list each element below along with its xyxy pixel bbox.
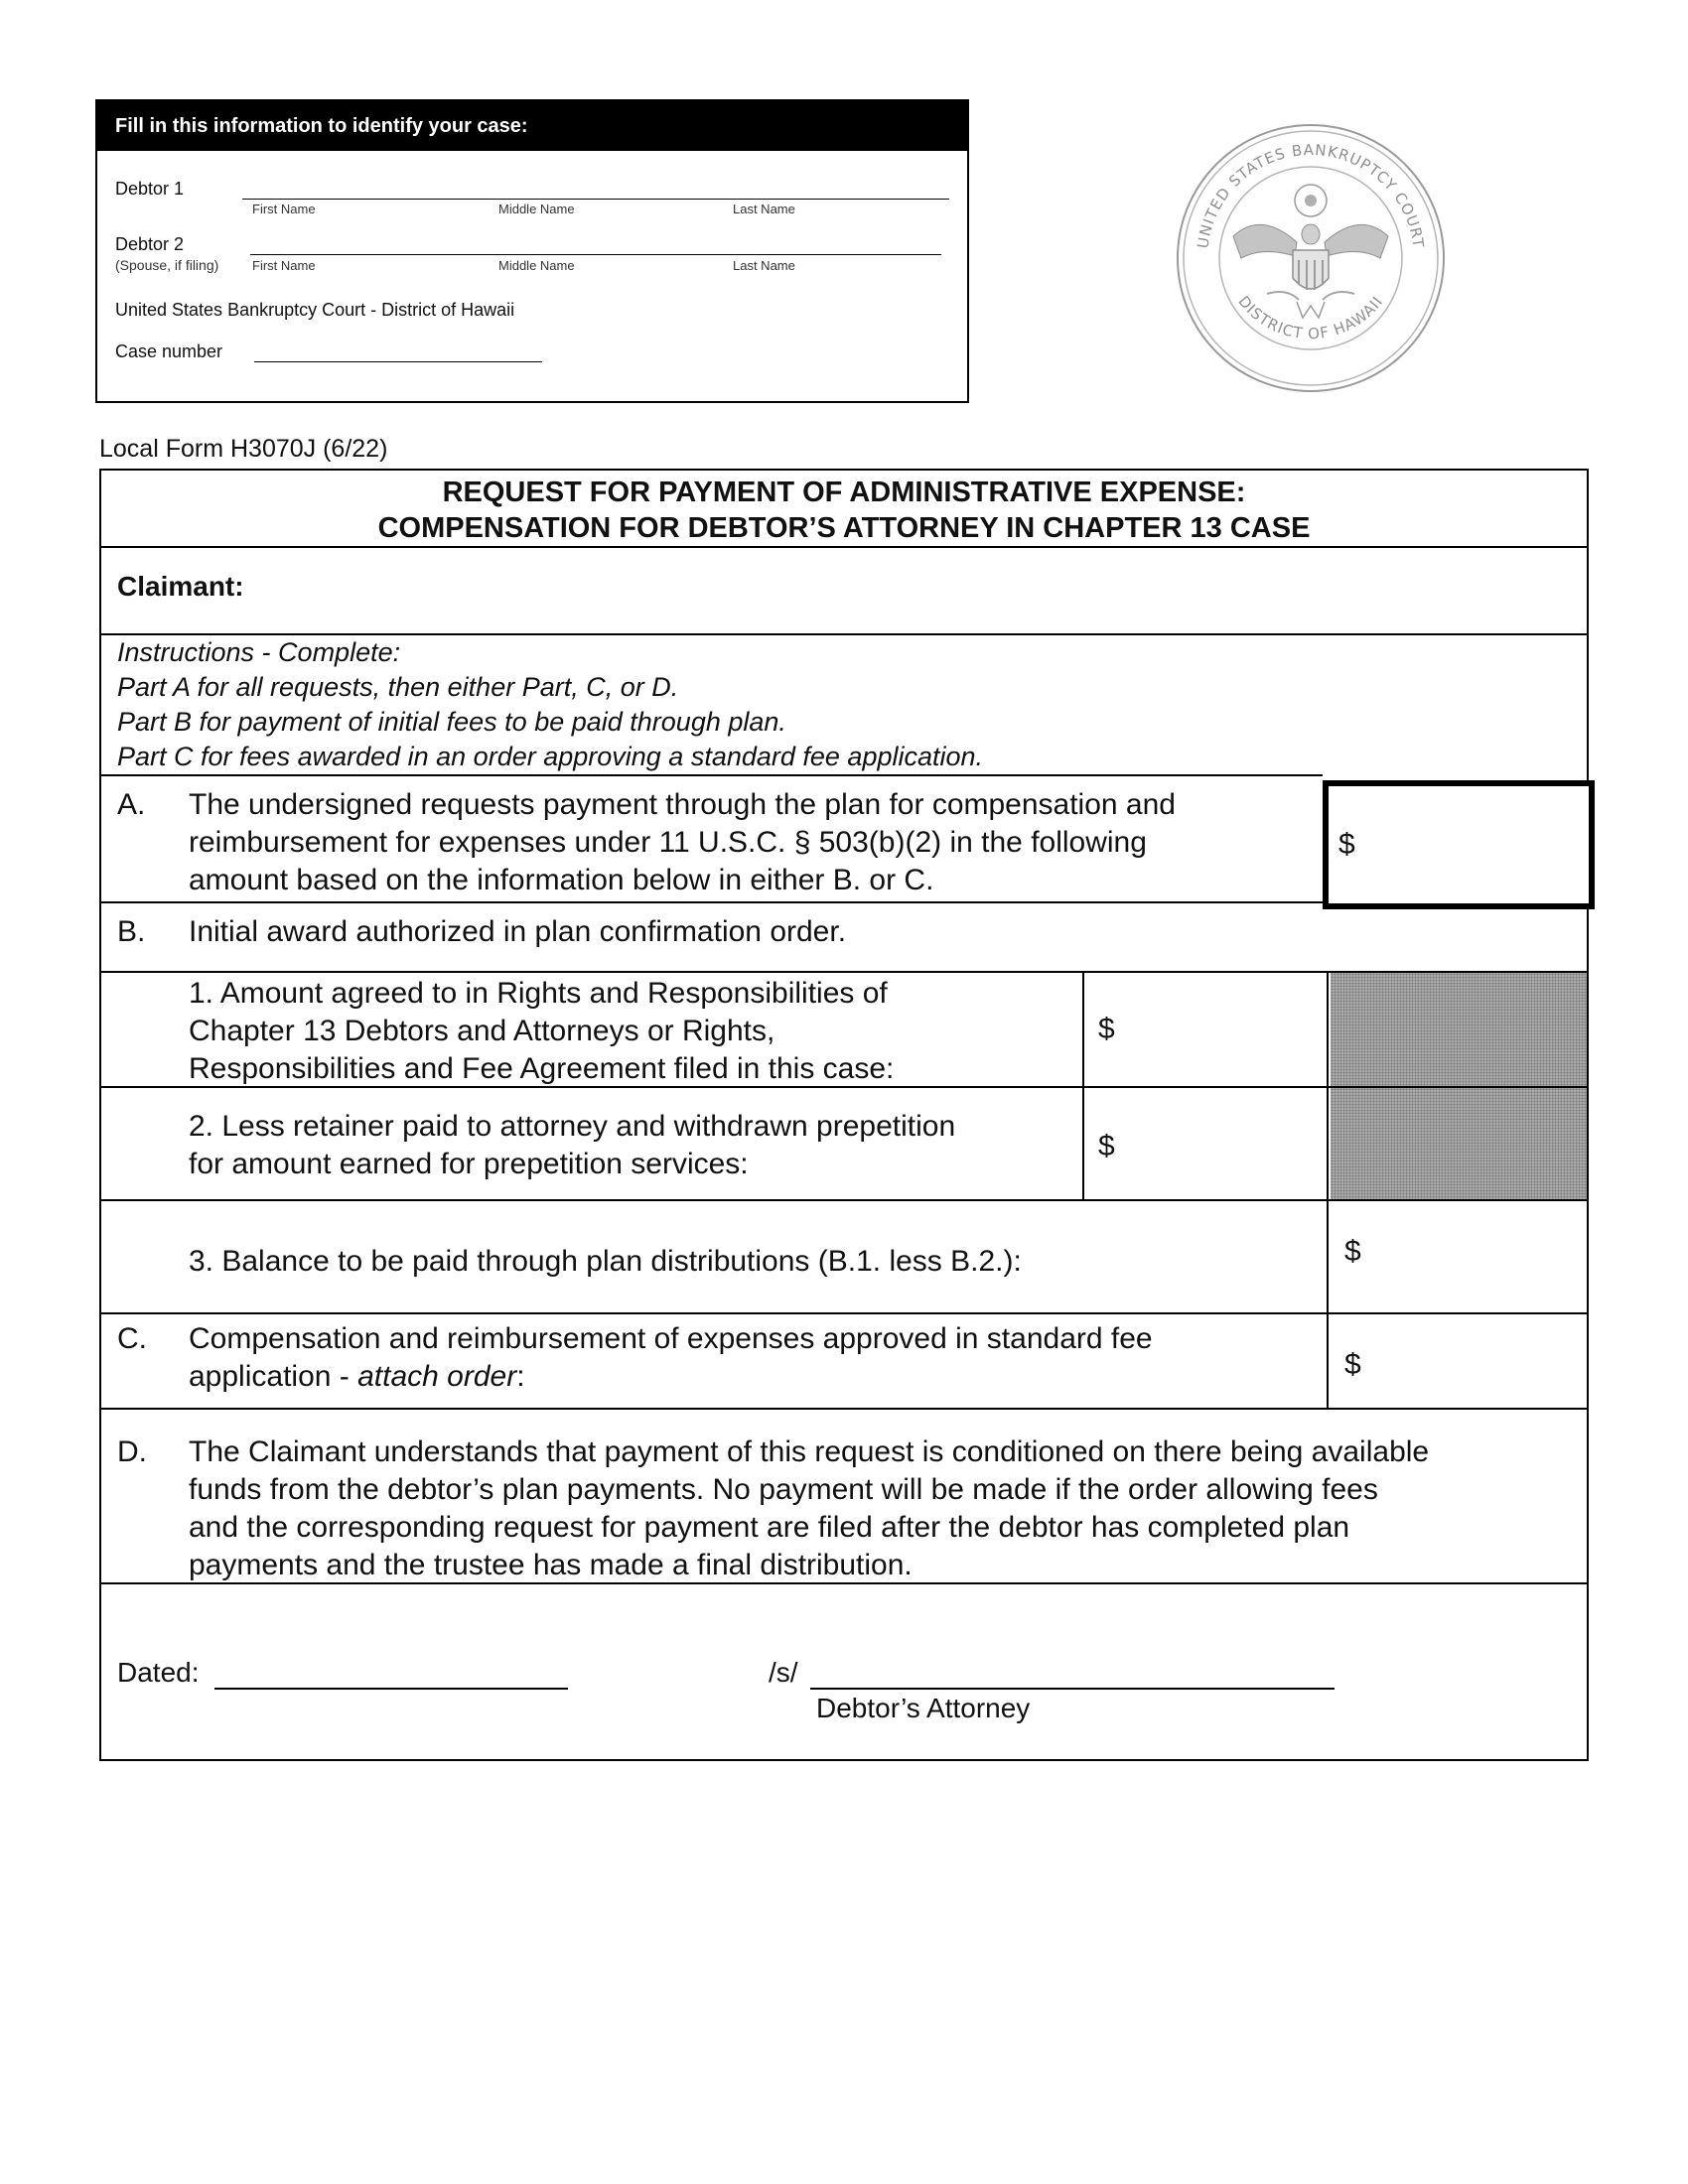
section-b-text: Initial award authorized in plan confirmation order. [189,915,847,948]
section-d-line1: The Claimant understands that payment of this request is conditioned on there being available [189,1435,1430,1468]
instructions-heading: Instructions - Complete: [117,637,401,667]
debtor1-label: Debtor 1 [115,179,185,199]
instruction-part-a: Part A for all requests, then either Part, C, or D. [117,672,679,702]
section-d-line2: funds from the debtor’s plan payments. No payment will be made if the order allowing fees [189,1473,1378,1506]
item-b1-line3: Responsibilities and Fee Agreement filed in this case: [189,1052,895,1085]
item-b2-shaded-cell [1331,1088,1587,1199]
section-d-line3: and the corresponding request for payment are filed after the debtor has completed plan [189,1511,1350,1544]
attorney-signature-caption: Debtor’s Attorney [816,1693,1031,1723]
debtor1-middle-name-caption: Middle Name [498,202,575,216]
seal-bottom-text: DISTRICT OF HAWAII [1234,292,1387,343]
item-b2-line2: for amount earned for prepetition services: [189,1148,749,1180]
section-a-line1: The undersigned requests payment through the plan for compensation and [189,788,1176,821]
case-number-label: Case number [115,341,223,361]
item-b2-currency: $ [1098,1130,1115,1162]
instruction-part-c: Part C for fees awarded in an order approving a standard fee application. [117,742,984,771]
claimant-label: Claimant: [117,571,244,602]
instruction-part-b: Part B for payment of initial fees to be paid through plan. [117,707,786,737]
debtor1-first-name-caption: First Name [252,202,316,216]
item-b1-line2: Chapter 13 Debtors and Attorneys or Rights, [189,1015,775,1047]
case-info-box [95,99,969,403]
dated-label: Dated: [117,1657,200,1688]
court-name: United States Bankruptcy Court - District of Hawaii [115,300,515,320]
request-form-table [99,469,1589,1761]
section-a-line3: amount based on the information below in either B. or C. [189,864,934,896]
section-c-line2: application - attach order: [189,1360,525,1393]
section-a-currency: $ [1338,828,1355,861]
section-a-letter: A. [117,788,146,821]
section-d-letter: D. [117,1435,147,1468]
debtor1-last-name-caption: Last Name [733,202,795,216]
section-b-letter: B. [117,915,146,948]
section-a-line2: reimbursement for expenses under 11 U.S.C. § 503(b)(2) in the following [189,826,1147,859]
item-b1-line1: 1. Amount agreed to in Rights and Responsibilities of [189,977,888,1010]
case-info-header: Fill in this information to identify your case: [97,101,967,151]
debtor2-name-field[interactable] [250,254,941,255]
section-d-line4: payments and the trustee has made a final distribution. [189,1549,913,1581]
section-c-currency: $ [1344,1348,1361,1381]
section-a-amount-field[interactable] [1323,780,1595,909]
item-b1-shaded-cell [1331,973,1587,1086]
case-number-field[interactable] [254,361,542,362]
debtor2-last-name-caption: Last Name [733,258,795,273]
item-b3-currency: $ [1344,1235,1361,1268]
form-title-line2: COMPENSATION FOR DEBTOR’S ATTORNEY IN CHAPTER 13 CASE [377,512,1311,544]
form-identifier: Local Form H3070J (6/22) [99,435,388,463]
svg-text:DISTRICT OF HAWAII [1234,293,1386,343]
dated-field[interactable] [214,1688,568,1690]
debtor2-label: Debtor 2 [115,234,185,254]
item-b3-text: 3. Balance to be paid through plan distributions (B.1. less B.2.): [189,1245,1022,1278]
court-seal-icon [1172,119,1450,397]
signature-prefix: /s/ [769,1657,798,1688]
seal-top-text: UNITED STATES BANKRUPTCY COURT [1194,140,1428,250]
debtor1-name-field[interactable] [242,199,949,200]
form-title-line1: REQUEST FOR PAYMENT OF ADMINISTRATIVE EXPENSE: [442,477,1246,508]
debtor2-sublabel: (Spouse, if filing) [115,257,219,273]
item-b2-line1: 2. Less retainer paid to attorney and withdrawn prepetition [189,1110,956,1143]
debtor2-middle-name-caption: Middle Name [498,258,575,273]
section-c-line1: Compensation and reimbursement of expenses approved in standard fee [189,1322,1153,1355]
debtor2-first-name-caption: First Name [252,258,316,273]
item-b1-currency: $ [1098,1013,1115,1045]
section-c-letter: C. [117,1322,147,1355]
